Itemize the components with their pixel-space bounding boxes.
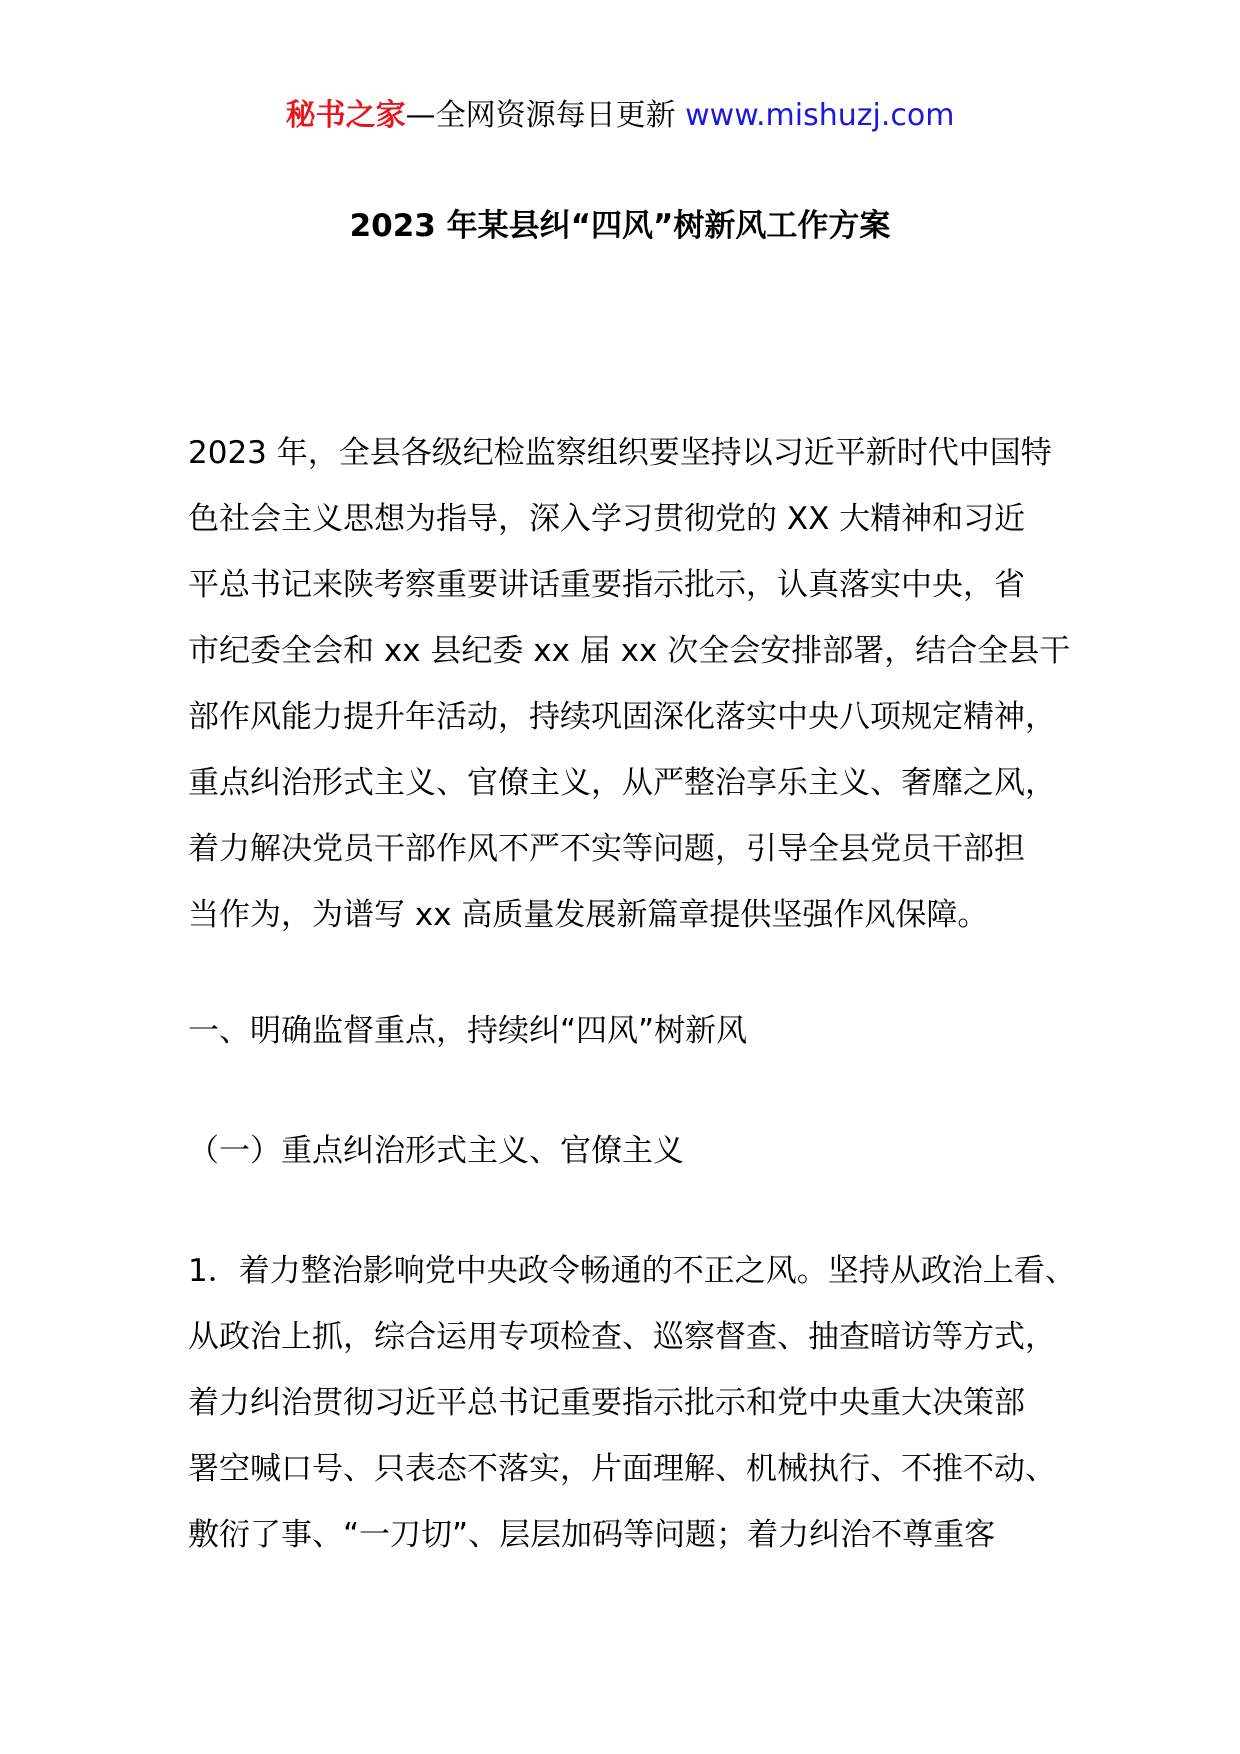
intro-line: 色社会主义思想为指导，深入学习贯彻党的 XX 大精神和习近: [188, 501, 1026, 537]
header-tagline: —全网资源每日更新: [405, 98, 686, 133]
section-heading: 一、明确监督重点，持续纠“四风”树新风: [188, 1013, 748, 1049]
item-paragraph: [188, 1238, 1088, 1568]
intro-line: 2023 年，全县各级纪检监察组织要坚持以习近平新时代中国特: [188, 435, 1052, 471]
document-title: 2023 年某县纠“四风”树新风工作方案: [349, 208, 891, 244]
intro-line: 平总书记来陕考察重要讲话重要指示批示，认真落实中央，省: [188, 567, 1025, 603]
item-line: 1．着力整治影响党中央政令畅通的不正之风。坚持从政治上看、: [188, 1253, 1076, 1289]
site-url-link[interactable]: www.mishuzj.com: [685, 98, 955, 133]
item-line: 敷衍了事、“一刀切”、层层加码等问题；着力纠治不尊重客: [188, 1517, 996, 1553]
intro-paragraph: [188, 420, 1088, 948]
item-line: 署空喊口号、只表态不落实，片面理解、机械执行、不推不动、: [188, 1451, 1056, 1487]
intro-line: 部作风能力提升年活动，持续巩固深化落实中央八项规定精神，: [188, 699, 1056, 735]
intro-line: 当作为，为谱写 xx 高质量发展新篇章提供坚强作风保障。: [188, 897, 989, 933]
intro-line: 市纪委全会和 xx 县纪委 xx 届 xx 次全会安排部署，结合全县干: [188, 633, 1071, 669]
subsection-heading: （一）重点纠治形式主义、官僚主义: [188, 1133, 684, 1169]
site-header: [0, 96, 1240, 136]
brand-name: 秘书之家: [285, 98, 406, 133]
intro-line: 重点纠治形式主义、官僚主义，从严整治享乐主义、奢靡之风，: [188, 765, 1056, 801]
intro-line: 着力解决党员干部作风不严不实等问题，引导全县党员干部担: [188, 831, 1025, 867]
item-line: 着力纠治贯彻习近平总书记重要指示批示和党中央重大决策部: [188, 1385, 1025, 1421]
item-line: 从政治上抓，综合运用专项检查、巡察督查、抽查暗访等方式，: [188, 1319, 1056, 1355]
